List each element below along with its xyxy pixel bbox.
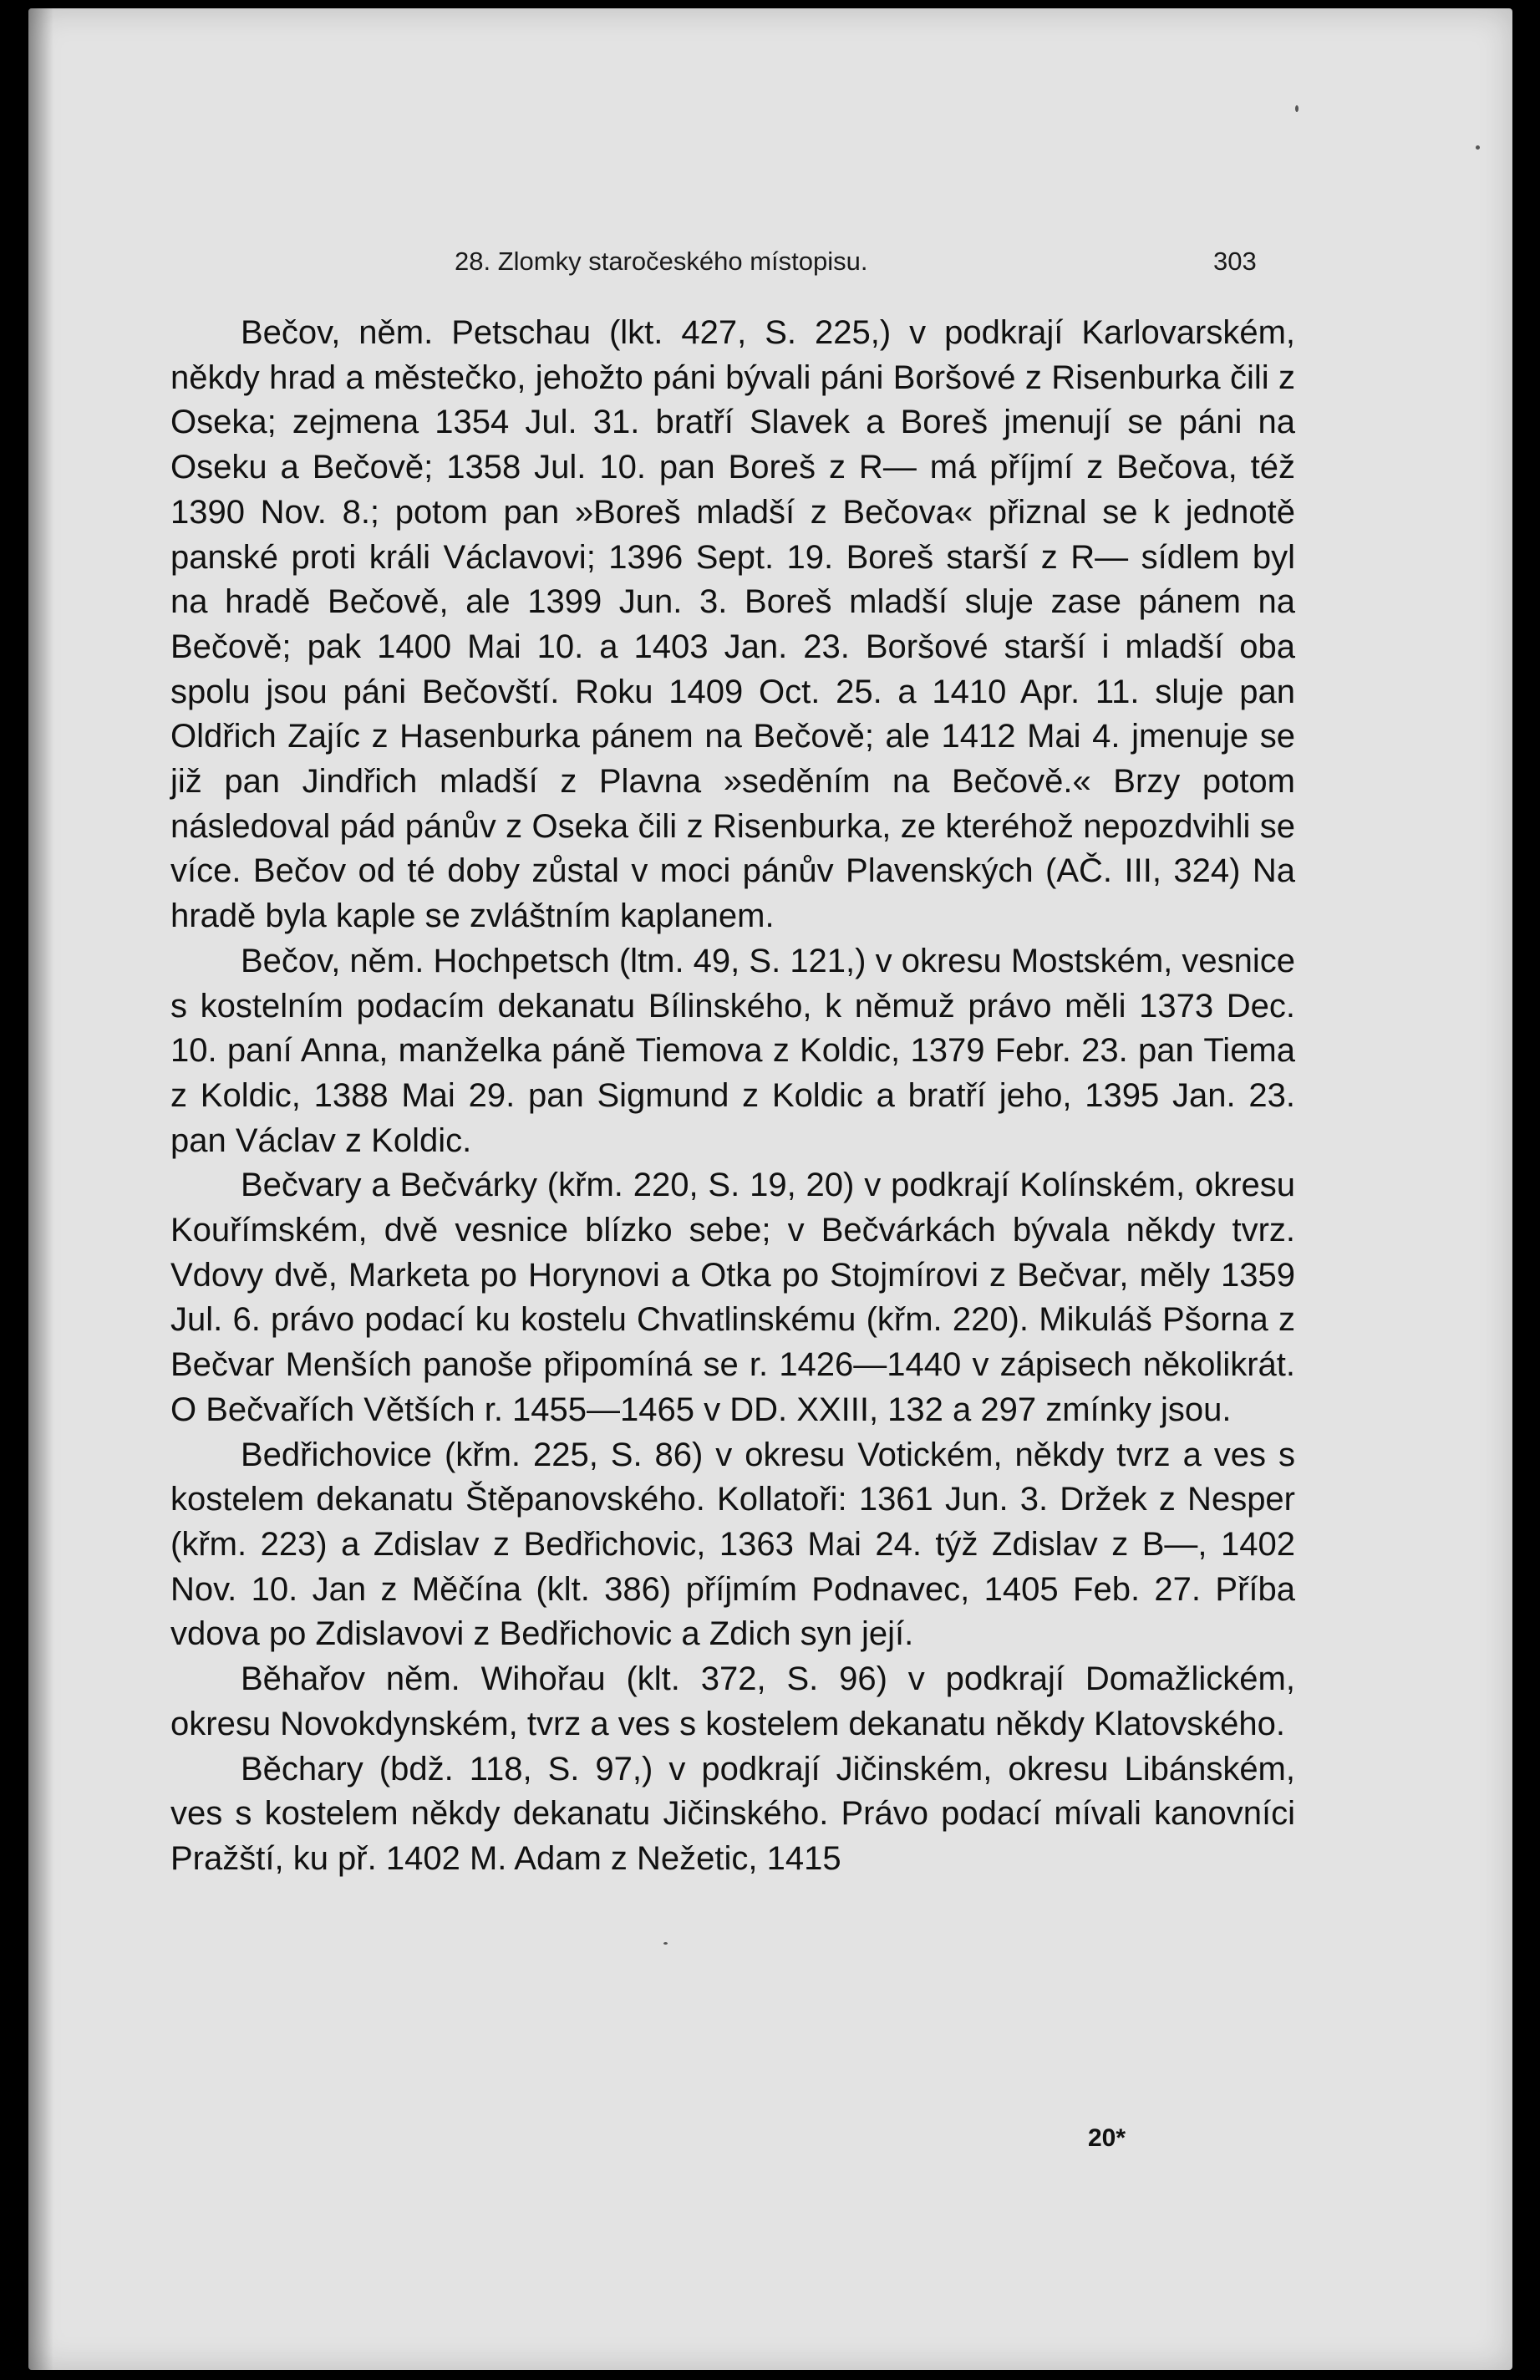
scanned-page — [28, 8, 1512, 2370]
page-spine-shadow — [28, 8, 53, 2370]
entry-beharov: Běhařov něm. Wihořau (klt. 372, S. 96) v podkrají Domažlickém, okresu Novokdynském, tvrz a ves s kostelem dekanatu někdy Klatovského. — [170, 1660, 1295, 1742]
scan-speck — [663, 1942, 668, 1945]
page-number: 303 — [1213, 247, 1257, 276]
chapter-title: 28. Zlomky staročeského místopisu. — [455, 247, 868, 276]
printer-signature: 20* — [1088, 2124, 1126, 2152]
entry-becvary: Bečvary a Bečvárky (křm. 220, S. 19, 20) v podkrají Kolínském, okresu Kouřímském, dvě vesnice blízko sebe; v Bečvárkách bývala někdy tvrz. Vdovy dvě, Marketa po Horynovi a Otka po Stojmírovi z Bečvar, měly 1359 Jul. 6. právo podací ku kostelu Chvatlinskému (křm. 220). Mikuláš Pšorna z Bečvar Menších panoše připomíná se r. 1426—1440 v zápisech několikrát. O Bečvařích Větších r. 1455—1465 v DD. XXIII, 132 a 297 zmínky jsou. — [170, 1167, 1295, 1428]
entry-becov-hochpetsch: Bečov, něm. Hochpetsch (ltm. 49, S. 121,) v okresu Mostském, vesnice s kostelním podacím dekanatu Bílinského, k němuž právo měli 1373 Dec. 10. paní Anna, manželka páně Tiemova z Koldic, 1379 Febr. 23. pan Tiema z Koldic, 1388 Mai 29. pan Sigmund z Koldic a bratří jeho, 1395 Jan. 23. pan Václav z Koldic. — [170, 942, 1295, 1159]
scan-speck — [1295, 105, 1299, 112]
entry-bechary: Běchary (bdž. 118, S. 97,) v podkrají Jičinském, okresu Libánském, ves s kostelem někdy dekanatu Jičinského. Právo podací mívali kanovníci Pražští, ku př. 1402 M. Adam z Nežetic, 1415 — [170, 1750, 1295, 1877]
entry-bedrichovice: Bedřichovice (křm. 225, S. 86) v okresu Votickém, někdy tvrz a ves s kostelem dekanatu Štěpanovského. Kollatoři: 1361 Jun. 3. Držek z Nesper (křm. 223) a Zdislav z Bedřichovic, 1363 Mai 24. týž Zdislav z B—, 1402 Nov. 10. Jan z Měčína (klt. 386) příjmím Podnavec, 1405 Feb. 27. Příba vdova po Zdislavovi z Bedřichovic a Zdich syn její. — [170, 1436, 1295, 1653]
running-head — [28, 247, 1512, 288]
body-text — [170, 311, 1295, 1882]
entry-becov-petschau: Bečov, něm. Petschau (lkt. 427, S. 225,) v podkrají Karlovarském, někdy hrad a městečko, jehožto páni bývali páni Boršové z Risenburka čili z Oseka; zejmena 1354 Jul. 31. bratří Slavek a Boreš jmenují se páni na Oseku a Bečově; 1358 Jul. 10. pan Boreš z R— má příjmí z Bečova, též 1390 Nov. 8.; potom pan »Boreš mladší z Bečova« přiznal se k jednotě panské proti králi Václavovi; 1396 Sept. 19. Boreš starší z R— sídlem byl na hradě Bečově, ale 1399 Jun. 3. Boreš mladší sluje zase pánem na Bečově; pak 1400 Mai 10. a 1403 Jan. 23. Boršové starší i mladší oba spolu jsou páni Bečovští. Roku 1409 Oct. 25. a 1410 Apr. 11. sluje pan Oldřich Zajíc z Hasenburka pánem na Bečově; ale 1412 Mai 4. jmenuje se již pan Jindřich mladší z Plavna »seděním na Bečově.« Brzy potom následoval pád pánův z Oseka čili z Risenburka, ze kteréhož nepozdvihli se více. Bečov od té doby zůstal v moci pánův Plavenských (AČ. III, 324) Na hradě byla kaple se zvláštním kaplanem. — [170, 314, 1295, 935]
scan-speck — [1476, 145, 1480, 150]
